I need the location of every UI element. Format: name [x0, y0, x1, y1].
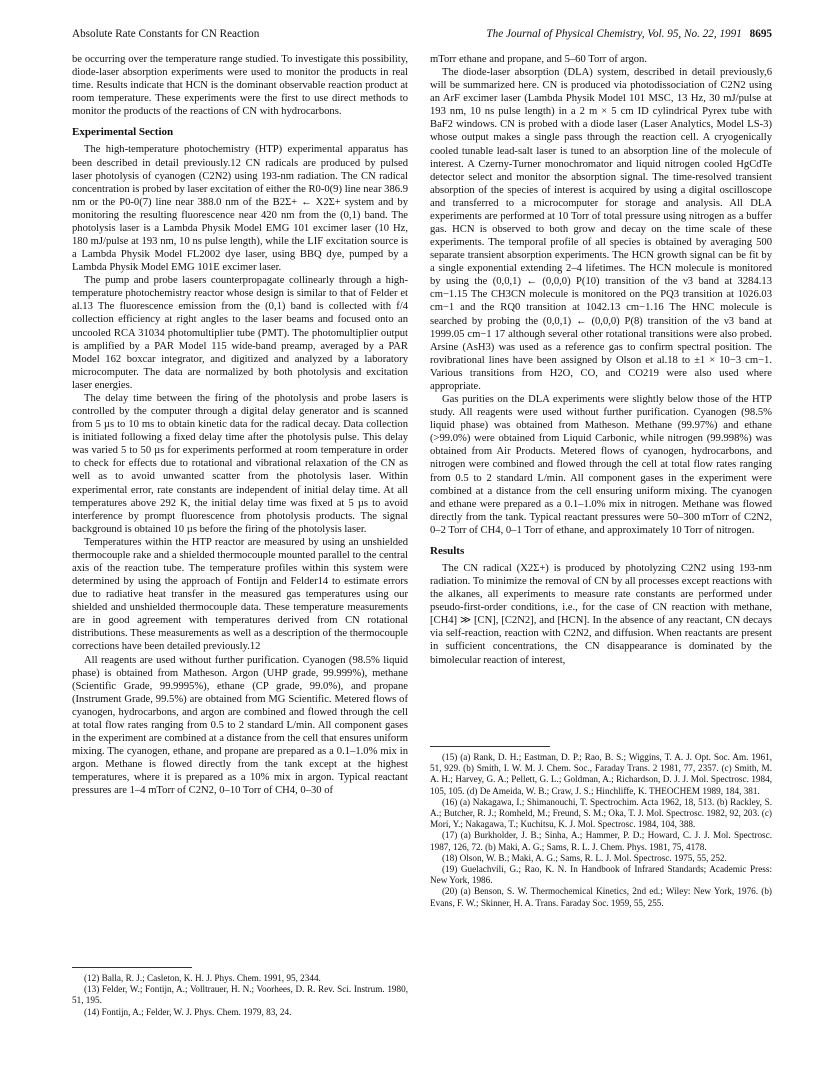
reference-item: (15) (a) Rank, D. H.; Eastman, D. P.; Rao, B. S.; Wiggins, T. A. J. Opt. Soc. Am. 1961, 51, 929. (b) Smith, I. W. M. J. Chem. Soc., Faraday Trans. 2 1981, 77, 2357. (c) Smith, M. A. H.; Harvey, G. A.; Pellett, G. L.; Goldman, A.; Richardson, D. J. J. Mol. Spectrosc. 1984, 105, 105. (d) De Ameida, W. B.; Craw, J. S.; Hinchliffe, K. THEOCHEM 1989, 184, 381.	[430, 752, 772, 796]
footnotes-left	[72, 967, 408, 1018]
paragraph: The high-temperature photochemistry (HTP) experimental apparatus has been described in detail previously.12 CN radicals are produced by pulsed laser photolysis of cyanogen (C2N2) using 193-nm radiation. The CN radical concentration is probed by laser excitation of either the R0-0(9) line near 386.9 nm or the P0-0(7) line near 388.0 nm of the B2Σ+ ← X2Σ+ system and by monitoring the resulting fluorescence near 420 nm from the (0,1) band. The photolysis laser is a Lambda Physik Model EMG 101 excimer laser (10 Hz, 180 mJ/pulse at 193 nm, 10 ns pulse length), while the LIF excitation source is a Lambda Physik Model FL2002 dye laser, using BBQ dye, pumped by a Lambda Physik Model EMG 101E excimer laser.	[72, 144, 408, 274]
reference-item: (13) Felder, W.; Fontijn, A.; Volltrauer, H. N.; Voorhees, D. R. Rev. Sci. Instrum. 1980, 51, 195.	[72, 984, 408, 1006]
page-number: 8695	[749, 28, 772, 40]
journal-name: The Journal of Physical Chemistry, Vol. 95, No. 22, 1991	[486, 28, 742, 40]
journal-citation	[486, 28, 772, 40]
reference-item: (14) Fontijn, A.; Felder, W. J. Phys. Chem. 1979, 83, 24.	[84, 1006, 292, 1017]
running-title: Absolute Rate Constants for CN Reaction	[72, 28, 260, 40]
reference-item: (16) (a) Nakagawa, I.; Shimanouchi, T. Spectrochim. Acta 1962, 18, 513. (b) Rackley, S. A.; Butcher, R. J.; Romheld, M.; Freund, S. M.; Oka, T. J. Mol. Spectrosc. 1982, 92, 203. (c) Mori, Y.; Nakagawa, T.; Kuchitsu, K. J. Mol. Spectrosc. 1984, 104, 388.	[430, 796, 772, 830]
footnotes-right	[430, 746, 772, 909]
right-column	[430, 53, 772, 667]
page-header	[72, 28, 772, 42]
paragraph: The diode-laser absorption (DLA) system, described in detail previously,6 will be summarized here. CN is produced via photodissociation of C2N2 using an ArF excimer laser (Lambda Physik Model 101 MSC, 13 Hz, 30 mJ/pulse at 193 nm, 10 ns pulse length) in a 2 m × 5 cm ID cylindrical Pyrex tube with BaF2 windows. CN is probed with a diode laser (Laser Analytics, Model LS-3) whose output makes a single pass through the reaction cell. A cryogenically cooled tunable lead-salt laser is tuned to an absorption line of the molecule of interest. A Czerny-Turner monochromator and liquid nitrogen cooled HgCdTe detector select and monitor the absorption signal. The time-resolved transient absorption of the species of interest is acquired by using a digital oscilloscope and transferred to a microcomputer for storage and analysis. All DLA experiments are performed at 10 Torr of total pressure using nitrogen as a buffer gas. HCN is observed to both grow and decay on the time scale of these experiments. The temporal profile of all species is obtained by averaging 500 separate transient absorption experiments. The HCN growth signal can be fit by a single exponential extending 2–4 lifetimes. The HCN molecule is monitored by using the (0,0,1) ← (0,0,0) P(10) transition of the ν3 band at 3284.13 cm−1.15 The CH3CN molecule is monitored on the PQ3 transition at 1026.03 cm−1 and the RQ0 transition at 1042.13 cm−1.16 The HNC molecule is searched by probing the (0,0,1) ← (0,0,0) P(8) transition of the ν3 band at 1999.05 cm−1 17 although several other rotational transitions were also probed. Arsine (AsH3) was used as a reference gas to confirm spectral position. The rovibrational lines have been assigned by Olson et al.18 to ±1 × 10−3 cm−1. Various transitions from H2O, CO, and CO219 were also used where appropriate.	[430, 67, 772, 392]
footnote-rule	[430, 746, 550, 747]
intro-paragraph: be occurring over the temperature range studied. To investigate this possibility, diode-laser absorption experiments were used to monitor the products in real time. Results indicate that HCN is the dominant observable reaction product at room temperature. These experiments were the first to use direct methods to monitor the products of the reactions of CN with hydrocarbons.	[72, 54, 408, 118]
paragraph: The delay time between the firing of the photolysis and probe lasers is controlled by the computer through a digital delay generator and is scanned from 5 µs to 10 ms to obtain kinetic data for the radical decay. Data collection is initiated following a fixed delay time after the photolysis pulse. This delay was varied 5 to 50 µs for experiments performed at room temperature in order to check for effects due to rotational and vibrational relaxation of the CN as well as to avoid unwanted scatter from the photolysis laser. Within experimental error, rate constants are independent of initial delay time. At all temperatures above 292 K, the initial delay time was fixed at 5 µs to avoid interference by prompt fluorescence from photolysis products. The signal background is obtained 10 µs before the firing of the photolysis laser.	[72, 392, 408, 535]
paragraph: Temperatures within the HTP reactor are measured by using an unshielded thermocouple rake and a shielded thermocouple mounted parallel to the central axis of the reaction tube. The temperature profiles within this system were determined by using the approach of Fontijn and Felder14 to estimate errors due to radiative heat transfer in the measured gas temperatures using our shielded and unshielded thermocouple data. These temperature measurements are in good agreement with temperatures derived from CN rotational distributions. These measurements as well as a description of the thermocouple corrections have been detailed previously.12	[72, 536, 408, 653]
left-column	[72, 53, 408, 797]
paragraph: The pump and probe lasers counterpropagate collinearly through a high-temperature photochemistry reactor whose design is similar to that of Felder et al.13 The fluorescence emission from the (0,1) band is collected with f/4 collection efficiency at right angles to the laser beams and focused onto an uncooled RCA 31034 photomultiplier tube (PMT). The photomultiplier output is amplified by a PAR Model 115 wide-band preamp, averaged by a PAR Model 162 boxcar integrator, and digitized and analyzed by a laboratory microcomputer. The data are normalized by both photolysis and excitation laser energies.	[72, 275, 408, 391]
reference-item: (12) Balla, R. J.; Casleton, K. H. J. Phys. Chem. 1991, 95, 2344.	[84, 973, 321, 983]
reference-item: (17) (a) Burkholder, J. B.; Sinha, A.; Hammer, P. D.; Howard, C. J. J. Mol. Spectrosc. 1987, 126, 72. (b) Maki, A. G.; Sams, R. L. J. Chem. Phys. 1981, 75, 4178.	[430, 830, 772, 852]
reference-item: (20) (a) Benson, S. W. Thermochemical Kinetics, 2nd ed.; Wiley: New York, 1976. (b) Evans, F. W.; Skinner, H. A. Trans. Faraday Soc. 1959, 55, 255.	[430, 886, 772, 908]
footnote-rule	[72, 967, 192, 968]
paragraph: All reagents are used without further purification. Cyanogen (98.5% liquid phase) is obtained from Matheson. Argon (UHP grade, 99.999%), methane (Scientific Grade, 99.9995%), ethane (CP grade, 99.0%), and propane (Instrument Grade, 99.5%) are obtained from MG Scientific. Metered flows of cyanogen, hydrocarbons, and argon are combined and flowed through the cell at total flow rates ranging from 0.5 to 2 standard L/min. All component gases in the experiment are combined at a distance from the cell that ensures uniform mixing. The cyanogen, ethane, and propane are prepared as a 0.1–1.0% mix in argon. Methane is flowed directly from the tank except at the highest temperatures, where it is prepared as a 10% mix in argon. Typical reactant pressures are 1–4 mTorr of C2N2, 0–10 Torr of CH4, 0–30 of	[72, 654, 408, 797]
continued-paragraph: mTorr ethane and propane, and 5–60 Torr of argon.	[430, 54, 647, 65]
paragraph: Gas purities on the DLA experiments were slightly below those of the HTP study. All reagents were used without further purification. Cyanogen (98.5% liquid phase) was obtained from Matheson. Methane (99.97%) and ethane (>99.0%) were obtained from Liquid Carbonic, while nitrogen (99.998%) was obtained from Air Products. Metered flows of cyanogen, hydrocarbons, and nitrogen were combined and flowed through the cell at total flow rates ranging from 0.5 to 2 standard L/min. All component gases in the experiment were combined at a distance from the cell ensuring uniform mixing. The cyanogen and ethane were prepared as a 0.1–1.0% mix in nitrogen. Methane was flowed directly from the tank. Typical reactant pressures were 50–300 mTorr of C2N2, 0–2 Torr of CH4, 0–1 Torr of ethane, and approximately 10 Torr of nitrogen.	[430, 394, 772, 536]
reference-item: (19) Guelachvili, G.; Rao, K. N. In Handbook of Infrared Standards; Academic Press: New York, 1986.	[430, 864, 772, 886]
section-heading-results: Results	[430, 544, 465, 557]
section-heading-experimental: Experimental Section	[72, 126, 174, 139]
reference-item: (18) Olson, W. B.; Maki, A. G.; Sams, R. L. J. Mol. Spectrosc. 1975, 55, 252.	[442, 852, 727, 863]
paragraph: The CN radical (X2Σ+) is produced by photolyzing C2N2 using 193-nm radiation. To minimize the removal of CN by all processes except reactions with the alkanes, all experiments to measure rate constants are performed under pseudo-first-order conditions, i.e., for the case of CN reaction with methane, [CH4] ≫ [CN], [C2N2], and [HCN]. In the absence of any reactant, CN decays via self-reaction, reaction with C2N2, and diffusion. When reactants are present in sufficient concentrations, the CN disappearance is dominated by the bimolecular reaction of interest,	[430, 562, 772, 666]
